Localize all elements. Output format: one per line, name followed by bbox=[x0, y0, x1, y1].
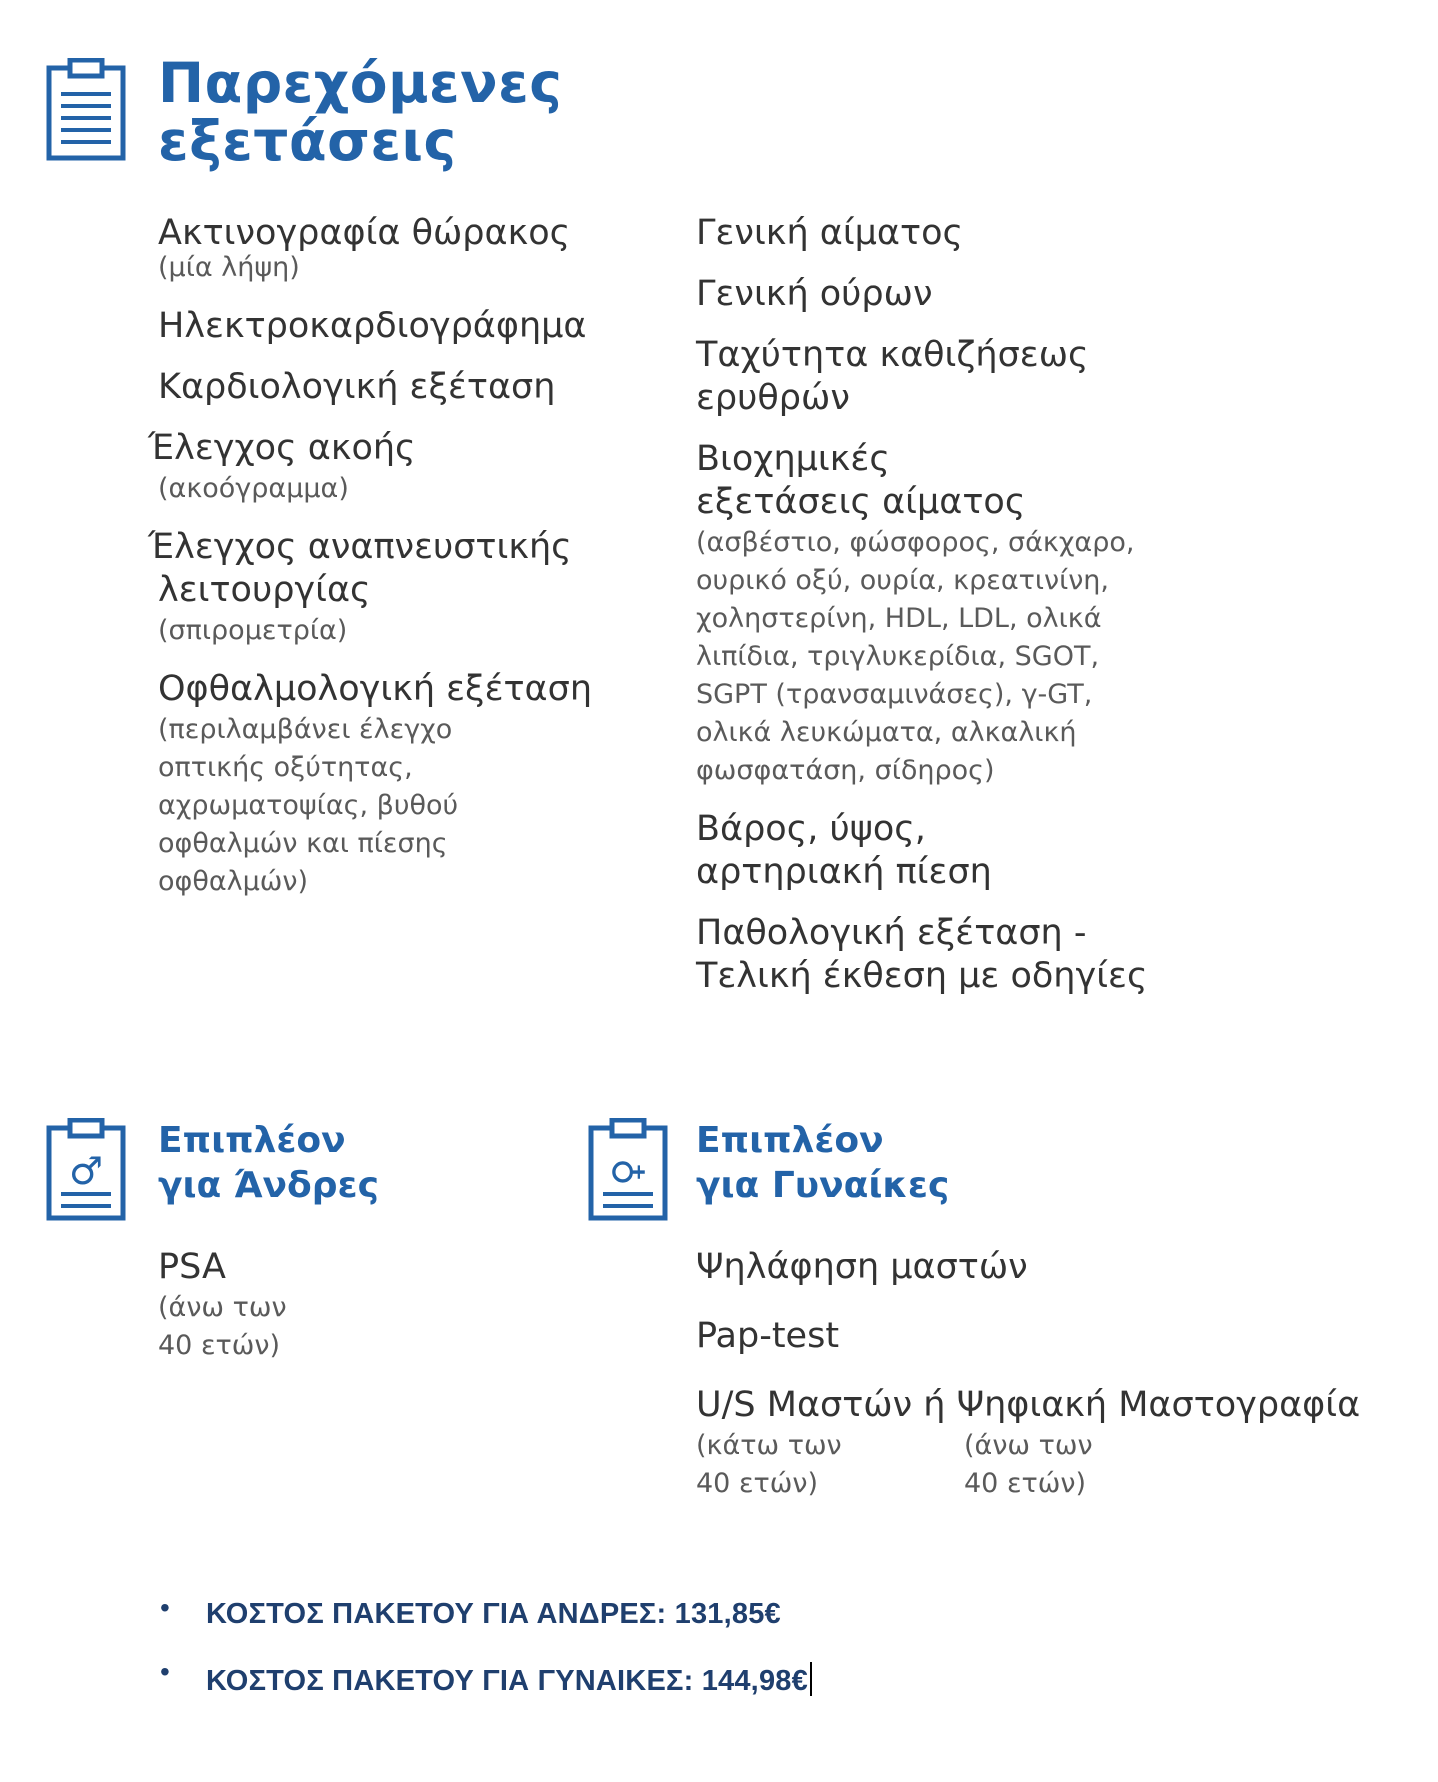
exam-name: Ακτινογραφία θώρακος bbox=[158, 213, 571, 253]
female-symbol-icon: ♀ bbox=[605, 1158, 649, 1186]
exam-name: Ψηλάφηση μαστών bbox=[696, 1247, 1028, 1287]
exam-note: (ακοόγραμμα) bbox=[158, 473, 349, 504]
exam-item bbox=[696, 438, 1236, 790]
exam-note: (άνω των bbox=[158, 1292, 287, 1323]
cost-women-wrap bbox=[206, 1662, 812, 1698]
exam-note: χοληστερίνη, HDL, LDL, ολικά bbox=[696, 603, 1102, 634]
exam-item bbox=[158, 366, 638, 409]
page-title-line2: εξετάσεις bbox=[158, 109, 457, 173]
exam-note: οφθαλμών) bbox=[158, 866, 309, 897]
exam-note: (σπιρομετρία) bbox=[158, 615, 348, 646]
clipboard-list-icon bbox=[46, 58, 126, 162]
exam-note: φωσφατάση, σίδηρος) bbox=[696, 755, 995, 786]
exam-item bbox=[158, 668, 638, 901]
page-title-line1: Παρεχόμενες bbox=[158, 51, 563, 115]
men-title-line1: Επιπλέον bbox=[158, 1120, 346, 1161]
exam-item bbox=[148, 427, 638, 508]
text-cursor bbox=[810, 1662, 812, 1696]
exam-name: Οφθαλμολογική εξέταση bbox=[158, 669, 592, 709]
exam-name: PSA bbox=[158, 1247, 226, 1287]
exam-note: αχρωματοψίας, βυθού bbox=[158, 790, 459, 821]
exam-name: εξετάσεις αίματος bbox=[696, 482, 1026, 522]
exam-name: Έλεγχος αναπνευστικής bbox=[148, 527, 572, 567]
exam-name: Βιοχημικές bbox=[696, 439, 890, 479]
exam-item bbox=[696, 212, 1236, 255]
exam-item bbox=[696, 334, 1236, 420]
exam-item bbox=[158, 305, 638, 348]
exam-name: Τελική έκθεση με οδηγίες bbox=[696, 956, 1148, 996]
exam-note: SGPT (τρανσαμινάσες), γ-GT, bbox=[696, 679, 1093, 710]
exam-name: Παθολογική εξέταση - bbox=[696, 913, 1087, 953]
cost-women: ΚΟΣΤΟΣ ΠΑΚΕΤΟΥ ΓΙΑ ΓΥΝΑΙΚΕΣ: 144,98€ bbox=[206, 1665, 808, 1697]
exam-note: οπτικής οξύτητας, bbox=[158, 752, 413, 783]
clipboard-female-icon bbox=[588, 1118, 668, 1222]
bullet-icon: • bbox=[160, 1656, 170, 1687]
exam-note: 40 ετών) bbox=[158, 1330, 281, 1361]
exam-name: Ταχύτητα καθιζήσεως bbox=[696, 335, 1089, 375]
exam-item bbox=[696, 808, 1236, 894]
exam-note: οφθαλμών και πίεσης bbox=[158, 828, 448, 859]
exam-name: Έλεγχος ακοής bbox=[148, 428, 416, 468]
men-title-line2: για Άνδρες bbox=[158, 1165, 379, 1206]
page-title bbox=[158, 51, 563, 173]
exam-note: (περιλαμβάνει έλεγχο bbox=[158, 714, 453, 745]
exam-name: ερυθρών bbox=[696, 378, 850, 418]
clipboard-male-icon bbox=[46, 1118, 126, 1222]
exam-note: 40 ετών) bbox=[696, 1468, 819, 1499]
exam-name: Pap-test bbox=[696, 1316, 840, 1356]
women-title-line1: Επιπλέον bbox=[696, 1120, 884, 1161]
men-exams bbox=[158, 1246, 287, 1365]
exam-name: Καρδιολογική εξέταση bbox=[158, 367, 556, 407]
men-section-title bbox=[158, 1118, 379, 1208]
exam-note: 40 ετών) bbox=[964, 1468, 1087, 1499]
exams-right-column bbox=[696, 212, 1236, 1016]
women-exams bbox=[696, 1246, 1396, 1507]
exam-item bbox=[158, 212, 638, 287]
exam-note: (άνω των bbox=[964, 1430, 1093, 1461]
exam-note: ουρικό οξύ, ουρία, κρεατινίνη, bbox=[696, 565, 1110, 596]
exam-item bbox=[696, 273, 1236, 316]
note-over-40 bbox=[964, 1427, 1093, 1503]
exam-item bbox=[148, 526, 638, 650]
exam-name: U/S Μαστών ή Ψηφιακή Μαστογραφία bbox=[696, 1385, 1361, 1425]
exam-name: Ηλεκτροκαρδιογράφημα bbox=[158, 306, 587, 346]
women-section-title bbox=[696, 1118, 949, 1208]
exam-note: λιπίδια, τριγλυκερίδια, SGOT, bbox=[696, 641, 1100, 672]
cost-men: ΚΟΣΤΟΣ ΠΑΚΕΤΟΥ ΓΙΑ ΑΝΔΡΕΣ: 131,85€ bbox=[206, 1598, 781, 1630]
exam-name: Γενική ούρων bbox=[696, 274, 933, 314]
bullet-icon: • bbox=[160, 1592, 170, 1623]
women-title-line2: για Γυναίκες bbox=[696, 1165, 950, 1206]
exam-name: Βάρος, ύψος, bbox=[696, 809, 926, 849]
exam-name: λειτουργίας bbox=[158, 570, 371, 610]
exam-item bbox=[696, 912, 1236, 998]
exams-left-column bbox=[148, 212, 638, 919]
note-under-40 bbox=[696, 1427, 842, 1503]
exam-note: (ασβέστιο, φώσφορος, σάκχαρο, bbox=[696, 527, 1135, 558]
exam-name: αρτηριακή πίεση bbox=[696, 852, 992, 892]
male-symbol-icon: ♂ bbox=[68, 1149, 104, 1193]
exam-note: (κάτω των bbox=[696, 1430, 842, 1461]
women-mammo-notes bbox=[696, 1427, 1396, 1507]
exam-note: (μία λήψη) bbox=[158, 252, 300, 283]
exam-note: ολικά λευκώματα, αλκαλική bbox=[696, 717, 1077, 748]
exam-name: Γενική αίματος bbox=[696, 213, 964, 253]
